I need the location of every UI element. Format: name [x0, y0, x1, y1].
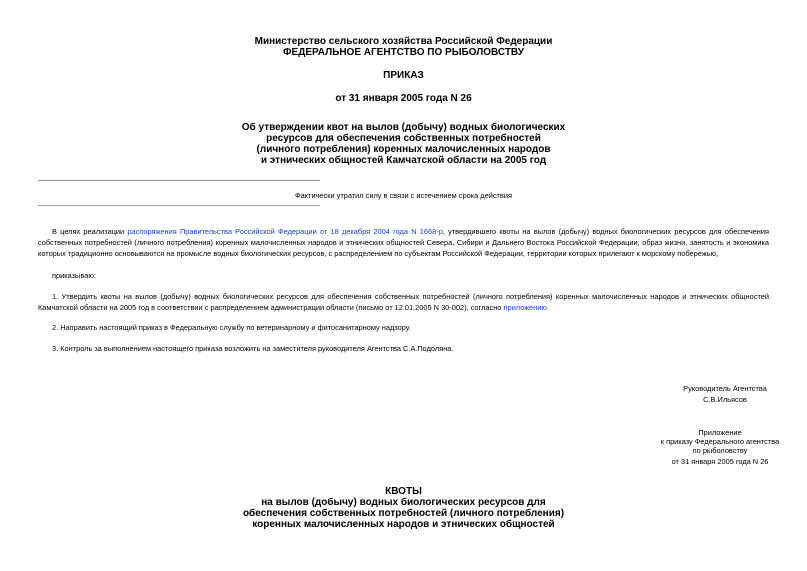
item1-text-end: . [546, 303, 549, 312]
order-word: приказываю: [52, 271, 96, 280]
order-item-3: 3. Контроль за выполнением настоящего приказа возложить на заместителя руководителя Агентства С.А.Подоляна. [52, 344, 454, 353]
government-order-link[interactable]: распоряжения Правительства Российской Федерации от 18 декабря 2004 года N 1668-р [127, 227, 443, 236]
preamble-text-end: , утвердившего квоты на вылов (добычу) водных биологических ресурсов для обеспечения собственных потребностей (личного потребления) коренных малочисленных народов и этнических общностей Севера, Сибири и Дальнего Востока Российской Федерации, образ жизни, занятость и экономика которых традиционно основываются на промысле водных биологических ресурсов, с распределением по субъектам Российской Федерации, территории которых прилегают к морскому побережью, [38, 227, 769, 258]
preamble-paragraph [38, 226, 769, 259]
appendix-subtitle-line: коренных малочисленных народов и этнических общностей [252, 519, 555, 530]
appendix-subtitle-line: обеспечения собственных потребностей (личного потребления) [242, 508, 565, 519]
document-date: от 31 января 2005 года N 26 [335, 93, 472, 104]
appendix-link[interactable]: приложению [503, 303, 547, 312]
appendix-subtitle-line: на вылов (добычу) водных биологических ресурсов для [261, 497, 546, 508]
order-item-2: 2. Направить настоящий приказ в Федеральную службу по ветеринарному и фитосанитарному надзору. [52, 323, 411, 332]
appendix-ref-line: к приказу Федерального агентства [660, 437, 780, 446]
document-title-line: и этнических общностей Камчатской области на 2005 год [260, 155, 547, 166]
divider-bottom [38, 205, 320, 206]
item1-text-start: 1. Утвердить квоты на вылов (добычу) водных биологических ресурсов для обеспечения собственных потребностей (личного потребления) коренных малочисленных народов и этнических общностей Камчатской области на 2005 год в соответствии с распределением администрации области (письмо от 12.01.2005 N 30-002), согласно [38, 292, 769, 312]
document-type: ПРИКАЗ [383, 70, 424, 81]
appendix-ref-line: по рыболовству [692, 446, 748, 455]
divider-top [38, 180, 320, 181]
document-title-line: Об утверждении квот на вылов (добычу) водных биологических [241, 122, 566, 133]
status-note: Фактически утратил силу в связи с истечением срока действия [295, 191, 512, 200]
ministry-name: Министерство сельского хозяйства Российской Федерации [254, 36, 553, 47]
document-title-line: (личного потребления) коренных малочисленных народов [256, 144, 551, 155]
appendix-ref-line: от 31 января 2005 года N 26 [671, 457, 769, 466]
signature-name: С.В.Ильясов [703, 395, 747, 404]
order-item-1 [38, 291, 769, 313]
appendix-title: КВОТЫ [385, 486, 422, 497]
appendix-label: Приложение [698, 428, 742, 437]
agency-name: ФЕДЕРАЛЬНОЕ АГЕНТСТВО ПО РЫБОЛОВСТВУ [283, 47, 524, 58]
document-title-line: ресурсов для обеспечения собственных потребностей [266, 133, 541, 144]
preamble-text-start: В целях реализации [52, 227, 128, 236]
signature-position: Руководитель Агентства [683, 384, 767, 393]
